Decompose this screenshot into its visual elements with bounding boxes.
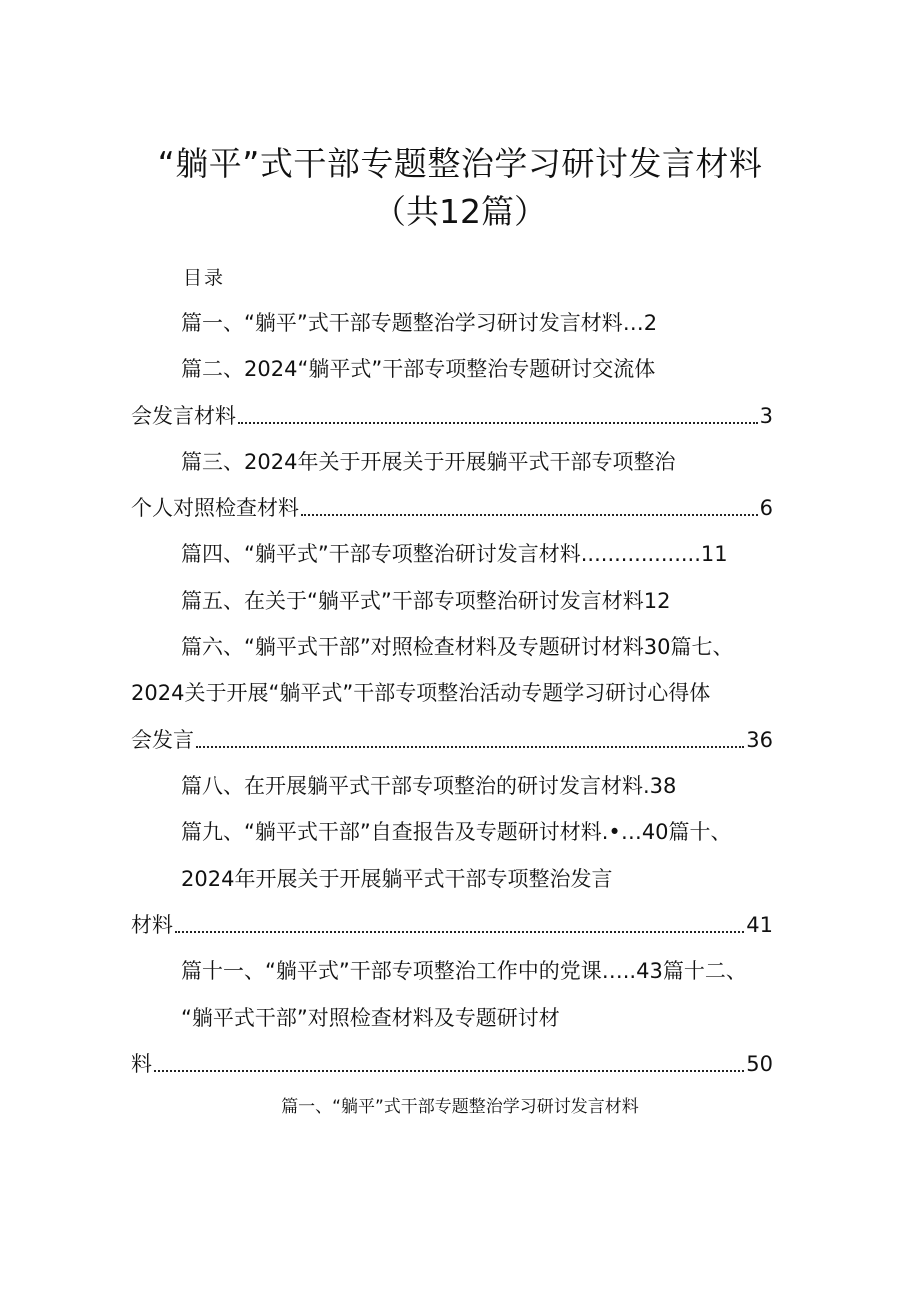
toc-page-number: 36 bbox=[746, 728, 773, 752]
toc-entry-text: 会发言 bbox=[131, 728, 194, 752]
toc-entry-1[interactable]: 篇一、“躺平”式干部专题整治学习研讨发言材料…2 bbox=[181, 311, 658, 335]
toc-entry-11[interactable]: 篇十一、“躺平式”干部专项整治工作中的党课…..43篇十二、 bbox=[181, 959, 747, 983]
toc-entry-6[interactable]: 篇六、“躺平式干部”对照检查材料及专题研讨材料30篇七、 bbox=[181, 635, 734, 659]
toc-entry-7-line1[interactable]: 2024关于开展“躺平式”干部专项整治活动专题学习研讨心得体 bbox=[131, 681, 711, 705]
toc-entry-9[interactable]: 篇九、“躺平式干部”自查报告及专题研讨材料.•…40篇十、 bbox=[181, 820, 732, 844]
toc-leader-dots bbox=[301, 514, 758, 516]
toc-page-number: 41 bbox=[746, 913, 773, 937]
toc-entry-7-line2[interactable] bbox=[131, 725, 773, 755]
toc-page-number: 3 bbox=[759, 404, 773, 428]
toc-entry-8[interactable]: 篇八、在开展躺平式干部专项整治的研讨发言材料.38 bbox=[181, 774, 677, 798]
toc-page-number: 50 bbox=[746, 1052, 773, 1076]
document-subtitle: （共12篇） bbox=[373, 192, 547, 231]
toc-leader-dots bbox=[175, 931, 744, 933]
section-heading: 篇一、“躺平”式干部专题整治学习研讨发言材料 bbox=[281, 1097, 639, 1117]
toc-leader-dots bbox=[196, 746, 744, 748]
toc-leader-dots bbox=[154, 1070, 744, 1072]
toc-entry-10-line2[interactable] bbox=[131, 910, 773, 940]
toc-entry-4[interactable]: 篇四、“躺平式”干部专项整治研讨发言材料..................11 bbox=[181, 542, 728, 566]
toc-entry-12-line2[interactable] bbox=[131, 1049, 773, 1079]
toc-entry-5[interactable]: 篇五、在关于“躺平式”干部专项整治研讨发言材料12 bbox=[181, 589, 671, 613]
toc-heading: 目录 bbox=[183, 267, 226, 289]
toc-entry-3-line2[interactable] bbox=[131, 493, 773, 523]
toc-entry-2-line2[interactable] bbox=[131, 401, 773, 431]
toc-entry-text: 材料 bbox=[131, 913, 173, 937]
toc-entry-12-line1[interactable]: “躺平式干部”对照检查材料及专题研讨材 bbox=[181, 1006, 560, 1030]
toc-entry-3-line1[interactable]: 篇三、2024年关于开展关于开展躺平式干部专项整治 bbox=[181, 450, 676, 474]
toc-entry-2-line1[interactable]: 篇二、2024“躺平式”干部专项整治专题研讨交流体 bbox=[181, 357, 656, 381]
toc-entry-text: 个人对照检查材料 bbox=[131, 496, 299, 520]
toc-leader-dots bbox=[238, 422, 758, 424]
toc-entry-text: 会发言材料 bbox=[131, 404, 236, 428]
toc-entry-10-line1[interactable]: 2024年开展关于开展躺平式干部专项整治发言 bbox=[181, 867, 613, 891]
document-title: “躺平”式干部专题整治学习研讨发言材料 bbox=[157, 144, 763, 183]
toc-entry-text: 料 bbox=[131, 1052, 152, 1076]
toc-page-number: 6 bbox=[759, 496, 773, 520]
